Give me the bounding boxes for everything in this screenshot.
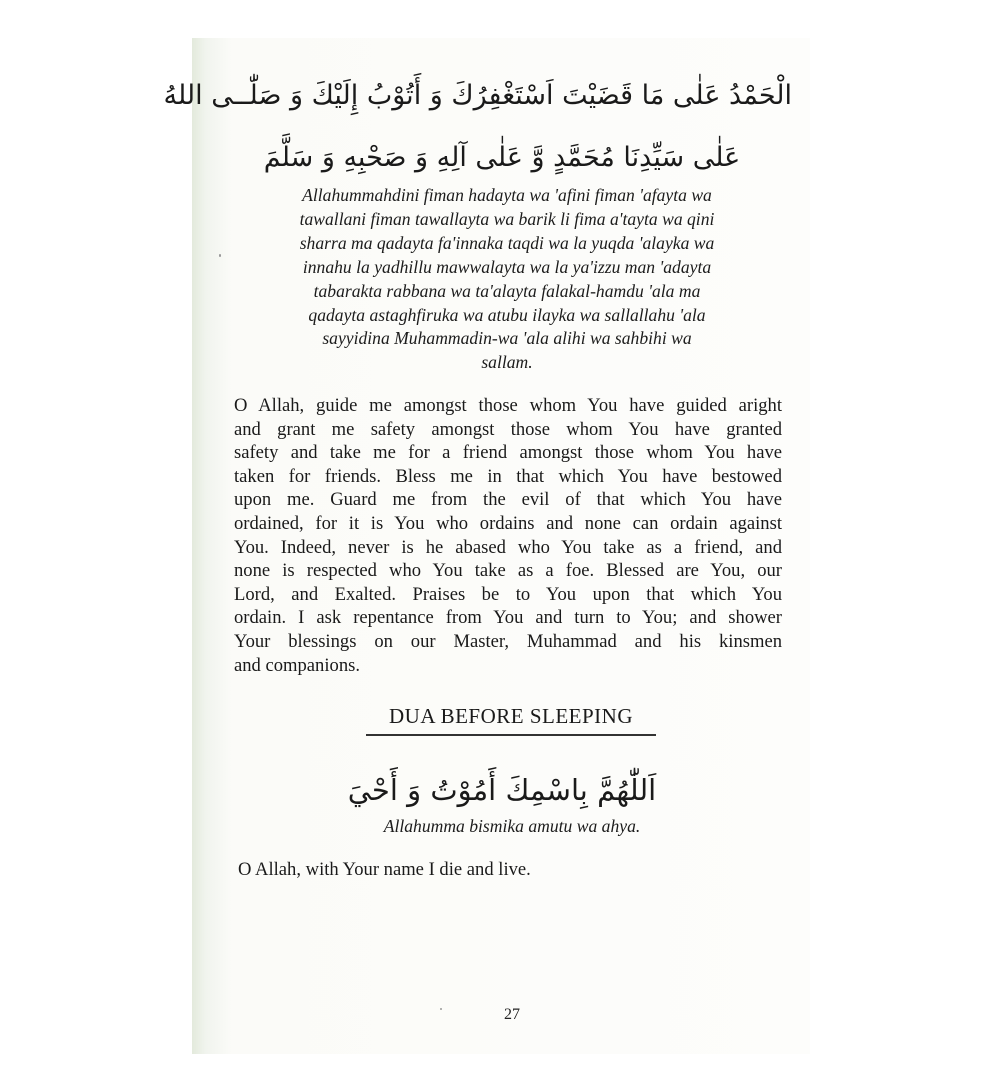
translation-line: You. Indeed, never is he abased who You take as a friend, and [234,536,782,558]
translation-line: and grant me safety amongst those whom You have granted [234,418,782,440]
transliteration-line: sallam. [481,352,533,373]
arabic-dua-line-1: الْحَمْدُ عَلٰى مَا قَضَيْتَ اَسْتَغْفِرُكَ وَ أَتُوْبُ إِلَيْكَ وَ صَلّٰــى اللهُ [163,80,792,111]
transliteration-line: tawallani fiman tawallayta wa barik li fima a'tayta wa qini [299,208,715,229]
translation-line: upon me. Guard me from the evil of that which You have [234,489,782,511]
translation-line: ordained, for it is You who ordains and none can ordain against [234,512,782,534]
scan-speck [219,254,221,257]
sleep-dua-translation: O Allah, with Your name I die and live. [238,859,531,880]
book-page [163,38,810,1054]
page-number: 27 [504,1006,520,1023]
translation-line: taken for friends. Bless me in that which You have bestowed [234,465,782,487]
translation-line: safety and take me for a friend amongst those whom You have [234,442,782,464]
transliteration-line: qadayta astaghfiruka wa atubu ilayka wa sallallahu 'ala [308,304,706,325]
translation-line: O Allah, guide me amongst those whom You have guided aright [234,395,782,416]
translation-line: Your blessings on our Master, Muhammad and his kinsmen [234,630,782,652]
translation-line: and companions. [234,654,360,676]
transliteration-line: Allahummahdini fiman hadayta wa 'afini fiman 'afayta wa [302,185,712,205]
translation-line: ordain. I ask repentance from You and turn to You; and shower [234,607,782,629]
transliteration-line: sharra ma qadayta fa'innaka taqdi wa la yuqda 'alayka wa [299,232,715,253]
arabic-sleep-dua: اَللّٰهُمَّ بِاسْمِكَ أَمُوْتُ وَ أَحْيَ [347,773,657,807]
sleep-dua-transliteration: Allahumma bismika amutu wa ahya. [383,816,641,836]
translation-line: none is respected who You take as a foe. Blessed are You, our [234,560,782,582]
transliteration-block [242,184,772,375]
section-heading: DUA BEFORE SLEEPING [366,704,656,736]
translation-paragraph [234,394,782,677]
scan-speck [440,1008,442,1010]
transliteration-line: tabarakta rabbana wa ta'alayta falakal-hamdu 'ala ma [313,280,701,301]
transliteration-line: sayyidina Muhammadin-wa 'ala alihi wa sahbihi wa [322,328,692,349]
transliteration-line: innahu la yadhillu mawwalayta wa la ya'izzu man 'adayta [302,256,712,277]
translation-line: Lord, and Exalted. Praises be to You upon that which You [234,583,782,605]
arabic-dua-line-2: عَلٰى سَيِّدِنَا مُحَمَّدٍ وَّ عَلٰى آلِهِ وَ صَحْبِهِ وَ سَلَّمَ [263,142,741,173]
